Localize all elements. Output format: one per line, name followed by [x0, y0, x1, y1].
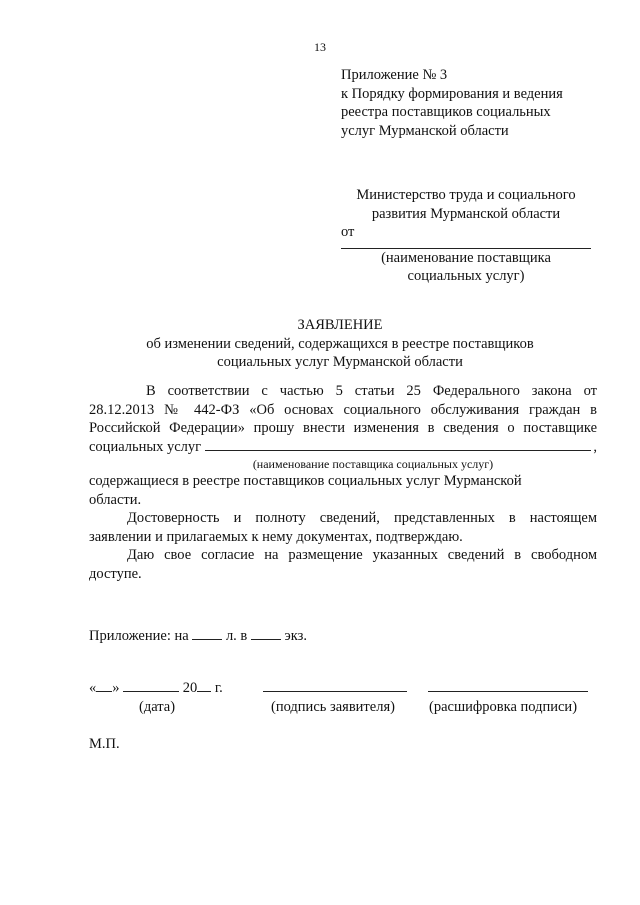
provider-caption: (наименование поставщика социальных услуг) [252, 457, 494, 471]
day-field[interactable] [96, 679, 112, 692]
date-quote-open: « [89, 680, 97, 696]
recipient-fill-line [341, 242, 591, 249]
year-field[interactable] [197, 679, 211, 692]
year-prefix: 20 [182, 680, 198, 696]
title-line-1: об изменении сведений, содержащихся в реестре поставщиков [146, 335, 534, 352]
recipient-caption-1: (наименование поставщика [381, 249, 551, 266]
recipient-block [341, 186, 591, 286]
date-caption: (дата) [139, 699, 176, 715]
attachment-middle: л. в [225, 628, 248, 644]
appendix-line-3: реестра поставщиков социальных [341, 104, 551, 120]
signature-field[interactable] [263, 679, 407, 692]
document-title [80, 316, 600, 372]
body-p1-line-6: области. [89, 491, 142, 508]
attachment-line [89, 627, 307, 646]
month-field[interactable] [123, 679, 179, 692]
recipient-line-1: Министерство труда и социального [356, 187, 576, 203]
stamp-label: М.П. [89, 736, 120, 752]
decoding-caption: (расшифровка подписи) [429, 699, 578, 715]
appendix-note [341, 66, 621, 140]
title-line-2: социальных услуг Мурманской области [217, 354, 463, 370]
provider-name-row [89, 438, 597, 457]
signature-caption: (подпись заявителя) [271, 699, 395, 715]
body-p1-line-3: Российской Федерации» прошу внести изменения в сведения о поставщике [89, 420, 597, 436]
signature-decoding-wrap [428, 679, 588, 698]
body-p3-line-2: доступе. [89, 565, 142, 582]
provider-label: социальных услуг [89, 438, 202, 455]
body-p1-line-5: содержащиеся в реестре поставщиков социальных услуг Мурманской [89, 473, 522, 489]
copies-count-field[interactable] [251, 627, 281, 640]
provider-comma: , [593, 438, 597, 455]
signature-decoding-field[interactable] [428, 679, 588, 692]
year-suffix: г. [214, 680, 223, 696]
body-p1-line-1: В соответствии с частью 5 статьи 25 Федерального закона от [146, 383, 597, 399]
application-body [89, 382, 597, 583]
body-p3-line-1: Даю свое согласие на размещение указанных сведений в свободном [127, 547, 597, 563]
recipient-line-2: развития Мурманской области [371, 205, 561, 222]
page-number: 13 [314, 40, 326, 54]
body-p2-line-2: заявлении и прилагаемых к нему документах, подтверждаю. [89, 528, 463, 545]
date-field-group [89, 679, 223, 698]
recipient-from-label: от [341, 224, 355, 240]
recipient-caption-2: социальных услуг) [407, 268, 525, 284]
appendix-line-2: к Порядку формирования и ведения [341, 85, 563, 102]
appendix-line-4: услуг Мурманской области [341, 122, 509, 139]
body-p1-line-2: 28.12.2013 № 442-ФЗ «Об основах социального обслуживания граждан в [89, 401, 597, 418]
title-heading: ЗАЯВЛЕНИЕ [297, 317, 383, 333]
attachment-suffix: экз. [284, 628, 307, 644]
sheets-count-field[interactable] [192, 627, 222, 640]
signature-row [89, 679, 599, 719]
body-p2-line-1: Достоверность и полноту сведений, представленных в настоящем [127, 510, 597, 526]
attachment-prefix: Приложение: на [89, 628, 189, 644]
provider-name-field[interactable] [205, 449, 591, 451]
date-quote-close: » [112, 680, 120, 696]
appendix-line-1: Приложение № 3 [341, 67, 448, 83]
signature-field-wrap [263, 679, 407, 698]
